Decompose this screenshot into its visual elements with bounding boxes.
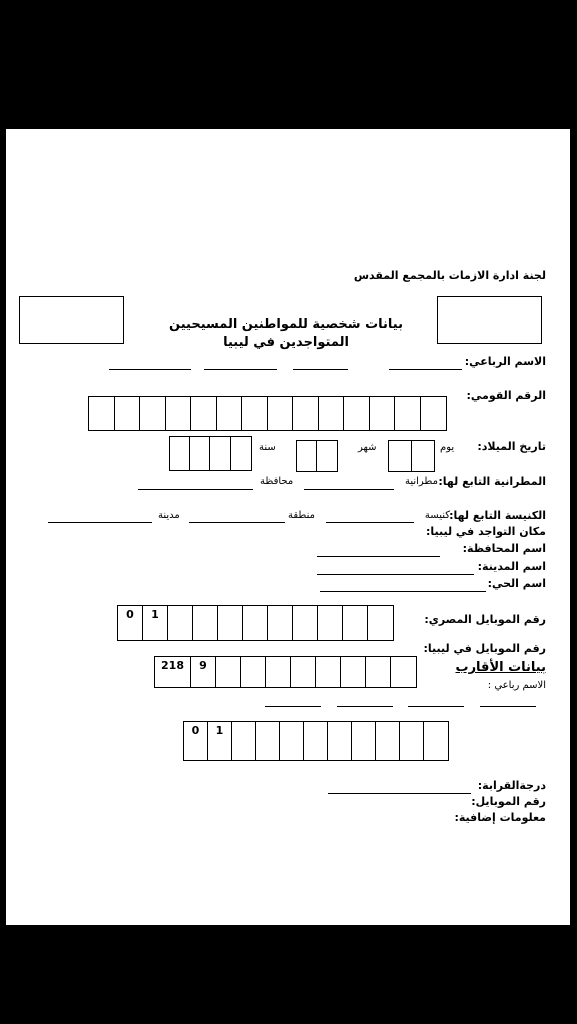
national-id-label: الرقم القومي: [466, 389, 546, 402]
digit-cell: 218 [155, 657, 191, 687]
day-label: يوم [440, 442, 455, 453]
diocese-word: مطرانية [404, 476, 438, 487]
church-word: كنيسة [424, 510, 450, 521]
diocese-label: المطرانية التابع لها: [438, 475, 546, 488]
full-name-line[interactable] [204, 369, 277, 370]
year-label: سنة [259, 442, 276, 453]
district-name-label: اسم الحي: [487, 577, 546, 590]
area-line[interactable] [189, 522, 285, 523]
digit-cell: 0 [118, 606, 143, 640]
governorate-name-line[interactable] [317, 556, 440, 557]
relative-mobile-grid[interactable] [183, 721, 449, 761]
relative-name-line[interactable] [337, 706, 393, 707]
birth-day-grid[interactable] [388, 440, 435, 472]
relative-name-line[interactable] [480, 706, 536, 707]
form-page [6, 129, 570, 925]
committee-name: لجنة ادارة الازمات بالمجمع المقدس [353, 269, 546, 282]
libya-mobile-label: رقم الموبايل في ليبيا: [423, 642, 546, 655]
libya-mobile-grid[interactable] [154, 656, 417, 688]
city-name-line[interactable] [317, 574, 474, 575]
governorate-line[interactable] [138, 489, 253, 490]
governorate-name-label: اسم المحافظة: [462, 542, 546, 555]
relative-name-line[interactable] [265, 706, 321, 707]
relative-name-line[interactable] [408, 706, 464, 707]
full-name-line[interactable] [389, 369, 462, 370]
city-line[interactable] [48, 522, 152, 523]
form-title-line1: بيانات شخصية للمواطنين المسيحيين [169, 317, 403, 332]
photo-box-left [19, 296, 124, 344]
relatives-name-label: الاسم رباعي : [487, 680, 546, 691]
location-label: مكان التواجد في ليبيا: [425, 525, 546, 538]
birth-month-grid[interactable] [296, 440, 338, 472]
church-line[interactable] [326, 522, 414, 523]
full-name-label: الاسم الرباعي: [464, 355, 546, 368]
city-word: مدينة [158, 510, 180, 521]
city-name-label: اسم المدينة: [477, 560, 546, 573]
birth-year-grid[interactable] [169, 436, 252, 471]
extra-info-label: معلومات إضافية: [454, 811, 546, 824]
egypt-mobile-grid[interactable] [117, 605, 394, 641]
governorate-word: محافظة [260, 476, 294, 487]
digit-cell: 1 [208, 722, 232, 760]
relatives-heading: بيانات الأقارب [455, 660, 546, 675]
form-title-line2: المتواجدين في ليبيا [223, 335, 349, 350]
full-name-line[interactable] [109, 369, 191, 370]
birth-date-label: تاريخ الميلاد: [477, 440, 546, 453]
full-name-line[interactable] [293, 369, 348, 370]
digit-cell: 9 [191, 657, 216, 687]
church-label: الكنيسة التابع لها: [449, 509, 546, 522]
diocese-line[interactable] [304, 489, 394, 490]
relation-label: درجةالقرابة: [477, 779, 546, 792]
egypt-mobile-label: رقم الموبايل المصري: [424, 613, 546, 626]
area-word: منطقة [288, 510, 315, 521]
mobile-label: رقم الموبايل: [471, 795, 546, 808]
photo-box-right [437, 296, 542, 344]
digit-cell: 0 [184, 722, 208, 760]
district-name-line[interactable] [320, 591, 486, 592]
month-label: شهر [358, 442, 377, 453]
digit-cell: 1 [143, 606, 168, 640]
national-id-grid[interactable] [88, 396, 447, 431]
relation-line[interactable] [328, 793, 471, 794]
